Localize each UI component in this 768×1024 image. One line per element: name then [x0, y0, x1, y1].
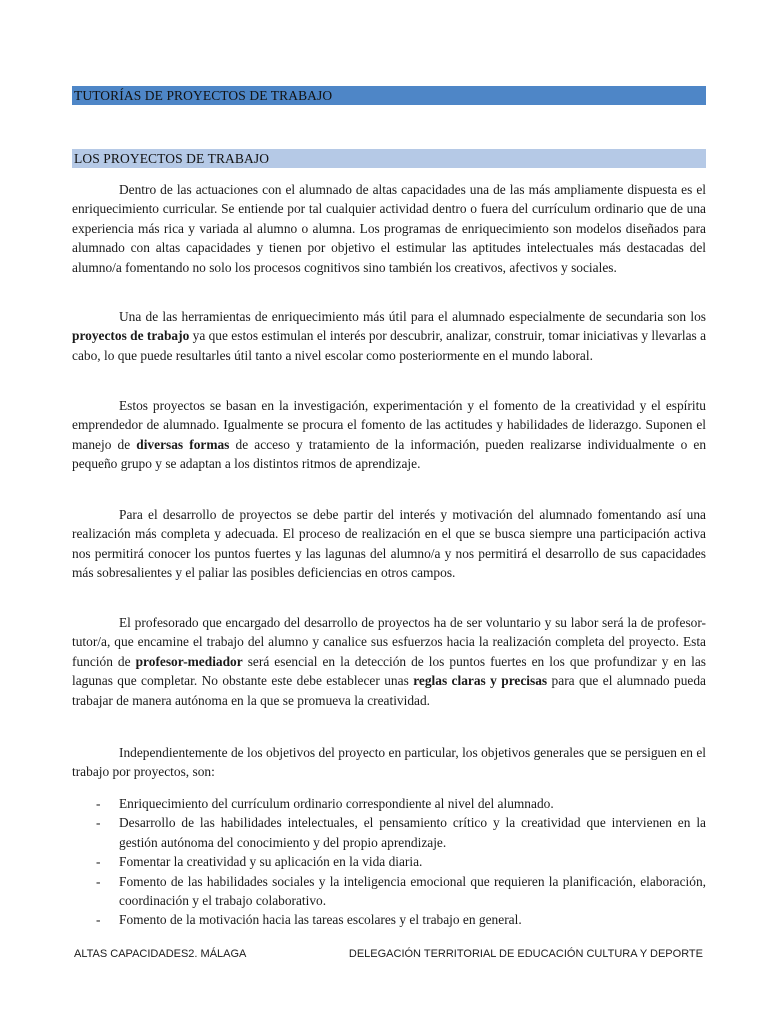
list-item [72, 794, 706, 813]
p5-text-e: para que el alumnado pueda trabajar de manera autónoma en la que se promueva la creatividad. [72, 673, 706, 708]
section-heading-text: LOS PROYECTOS DE TRABAJO [74, 151, 270, 166]
list-item-text: Fomentar la creatividad y su aplicación en la vida diaria. [119, 854, 423, 870]
section-heading [72, 149, 706, 168]
p2-bold-projects: proyectos de trabajo [72, 328, 190, 344]
list-item-text: Enriquecimiento del currículum ordinario correspondiente al nivel del alumnado. [119, 796, 554, 811]
p5-bold-rules: reglas claras y precisas [413, 673, 548, 689]
list-item-text: Fomento de la motivación hacia las tareas escolares y el trabajo en general. [119, 912, 522, 928]
page-footer [72, 948, 706, 966]
paragraph-teachers [72, 613, 706, 710]
list-item [72, 872, 706, 911]
bullet-dash: - [96, 815, 101, 831]
bullet-dash: - [96, 854, 101, 870]
bullet-dash: - [96, 912, 101, 928]
main-heading-text: TUTORÍAS DE PROYECTOS DE TRABAJO [74, 88, 333, 103]
bullet-dash: - [96, 873, 101, 889]
footer-right: DELEGACIÓN TERRITORIAL DE EDUCACIÓN CULTURA Y DEPORTE [348, 948, 703, 960]
list-item-text: Desarrollo de las habilidades intelectuales, el pensamiento crítico y la creatividad que intervienen en la gestión autónoma del conocimiento y del propio aprendizaje. [119, 815, 706, 850]
p3-text-c: de acceso y tratamiento de la información, pueden realizarse individualmente o en pequeño grupo y se adaptan a los distintos ritmos de aprendizaje. [72, 436, 707, 472]
paragraph-objectives-intro: Independientemente de los objetivos del proyecto en particular, los objetivos generales que se persiguen en el trabajo por proyectos, son: [72, 745, 706, 780]
footer-left: ALTAS CAPACIDADES2. MÁLAGA [74, 948, 247, 960]
p5-bold-mediator: profesor-mediador [135, 653, 243, 669]
list-item-text: Fomento de las habilidades sociales y la inteligencia emocional que requieren la planificación, elaboración, coordinación y el trabajo colaborativo. [119, 873, 706, 909]
p2-text-a: Una de las herramientas de enriquecimiento más útil para el alumnado especialmente de secundaria son los [119, 309, 706, 324]
p5-text-a: El profesorado que encargado del desarrollo de proyectos ha de ser voluntario y su labor será la de profesor- tutor/a, que encamine el trabajo del alumno y canalice sus esfuerzos hacia la realización completa del proyecto. Esta función de [72, 615, 706, 669]
paragraph-research [72, 396, 706, 474]
paragraph-development: Para el desarrollo de proyectos se debe partir del interés y motivación del alumnado fomentando así una realización más completa y adecuada. El proceso de realización en el que se busca siempre una participación activa nos permitirá conocer los puntos fuertes y las lagunas del alumno/a y nos permitirá el desarrollo de sus capacidades más sobresalientes y el paliar las posibles deficiencias en otros campos. [72, 507, 706, 581]
p3-text-a: Estos proyectos se basan en la investigación, experimentación y el fomento de la creatividad y el espíritu emprendedor de alumnado. Igualmente se procura el fomento de las actitudes y habilidades de liderazgo. Suponen el manejo de [72, 398, 706, 452]
objectives-list [72, 794, 706, 930]
bullet-dash: - [96, 796, 101, 811]
paragraph-enrichment: Dentro de las actuaciones con el alumnado de altas capacidades una de las más ampliamente dispuesta es el enriquecimiento curricular. Se entiende por tal cualquier actividad dentro o fuera del currículum ordinario que de una experiencia más rica y variada al alumno o alumna. Los programas de enriquecimiento son modelos diseñados para alumnado con altas capacidades y tienen por objetivo el estimular las aptitudes intelectuales más destacadas del alumno/a fomentando no solo los procesos cognitivos sino también los creativos, afectivos y sociales. [72, 182, 706, 275]
p3-bold-forms: diversas formas [136, 436, 230, 452]
list-item [72, 910, 706, 929]
list-item [72, 813, 706, 852]
p2-text-c: ya que estos estimulan el interés por descubrir, analizar, construir, tomar iniciativas y llevarlas a cabo, lo que puede resultarles útil tanto a nivel escolar como posteriormente en el mundo laboral. [72, 328, 707, 363]
paragraph-tools [72, 307, 706, 365]
p5-text-c: será esencial en la detección de los puntos fuertes en los que profundizar y en las lagunas que completar. No obstante este debe establecer unas [72, 653, 706, 689]
main-heading [72, 86, 706, 105]
list-item [72, 852, 706, 871]
